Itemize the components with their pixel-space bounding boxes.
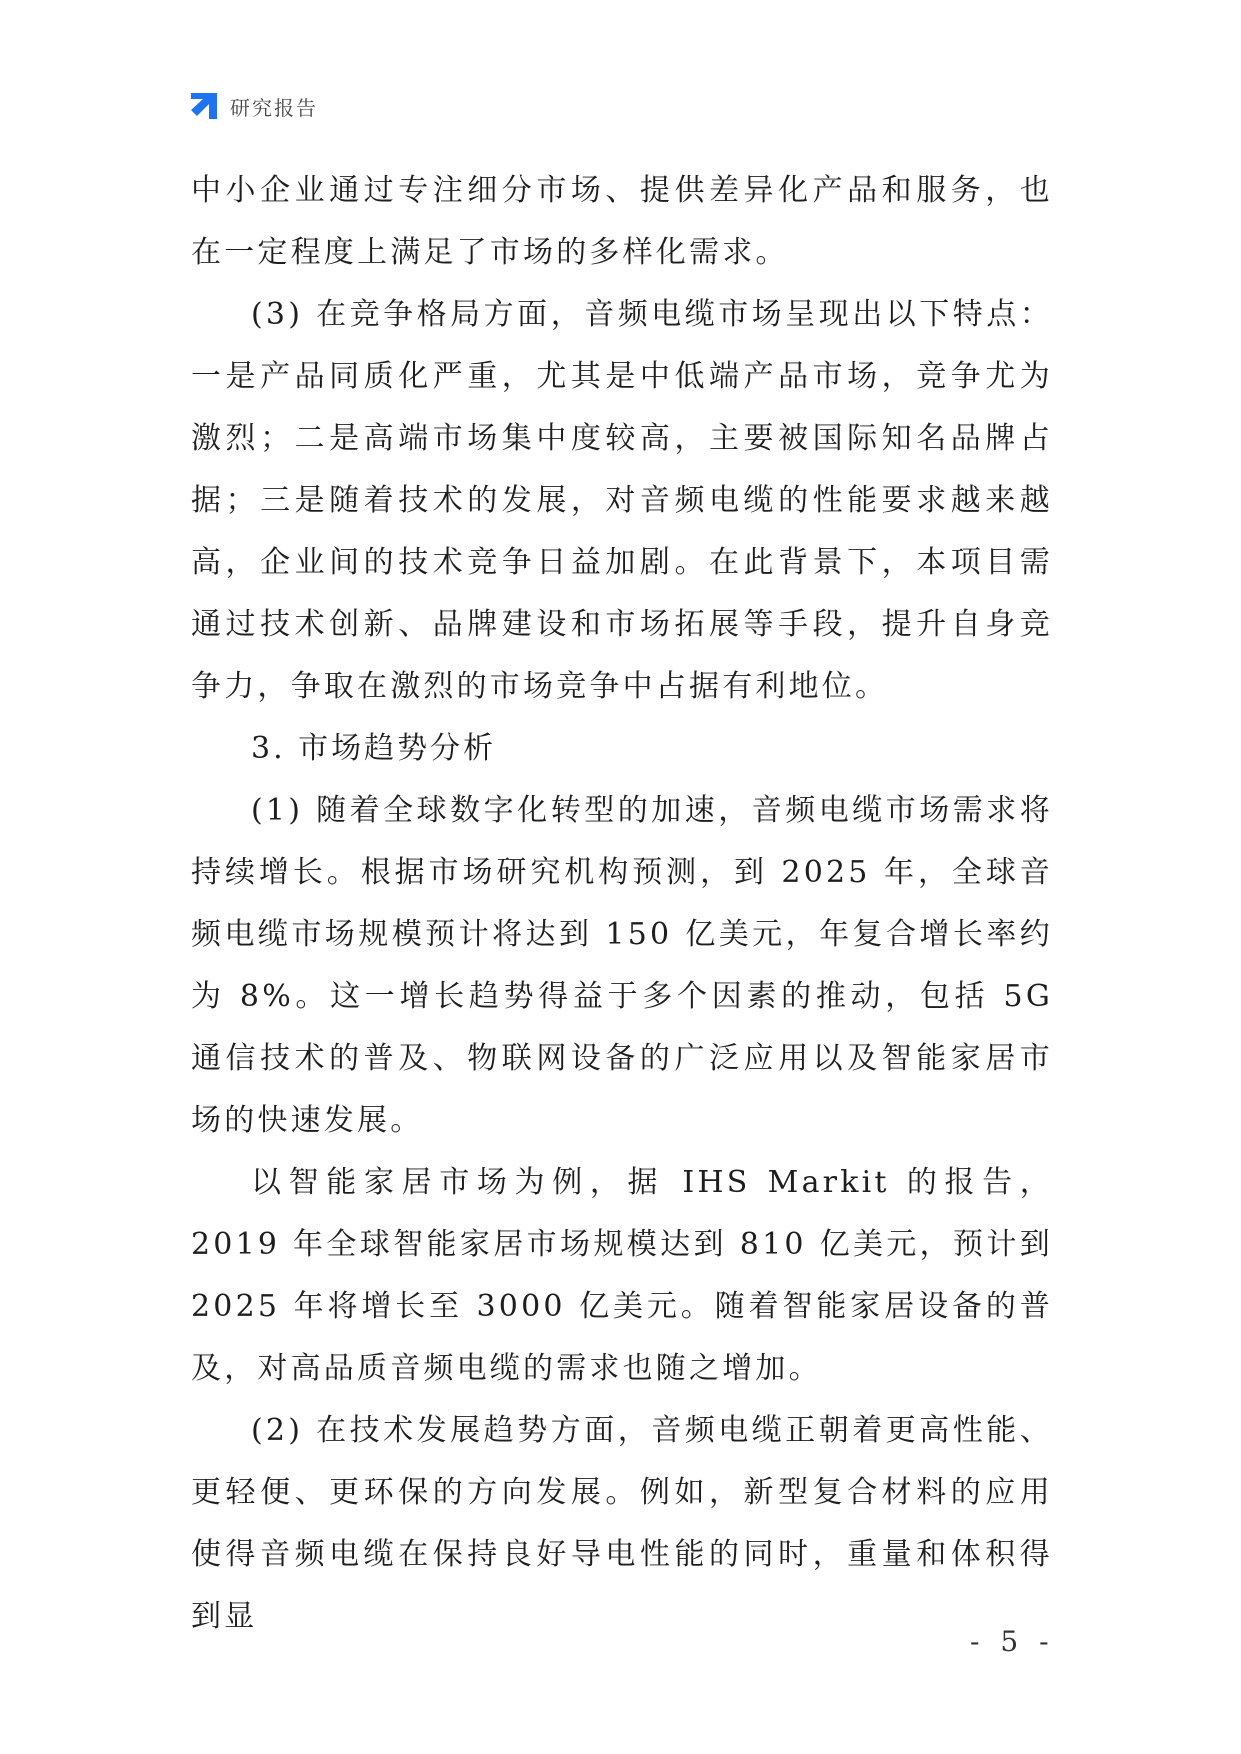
- section-heading-market-trends: 3. 市场趋势分析: [251, 731, 497, 766]
- page-number: - 5 -: [970, 1625, 1055, 1658]
- paragraph-smart-home: 以智能家居市场为例，据 IHS Markit 的报告，2019 年全球智能家居市场规模达到 810 亿美元，预计到 2025 年将增长至 3000 亿美元。随着智能家居设备的普及，对高品质音频电缆的需求也随之增加。: [191, 1165, 1053, 1386]
- paragraph-tech-trends: (2) 在技术发展趋势方面，音频电缆正朝着更高性能、更轻便、更环保的方向发展。例如，新型复合材料的应用使得音频电缆在保持良好导电性能的同时，重量和体积得到显: [191, 1413, 1053, 1634]
- arrow-logo-icon: [188, 90, 220, 122]
- paragraph-market-growth: (1) 随着全球数字化转型的加速，音频电缆市场需求将持续增长。根据市场研究机构预测，到 2025 年，全球音频电缆市场规模预计将达到 150 亿美元，年复合增长率约为 8%。这一增长趋势得益于多个因素的推动，包括 5G 通信技术的普及、物联网设备的广泛应用以及智能家居市场的快速发展。: [191, 793, 1053, 1138]
- page-header: [188, 90, 318, 122]
- paragraph-competition: (3) 在竞争格局方面，音频电缆市场呈现出以下特点：一是产品同质化严重，尤其是中低端产品市场，竞争尤为激烈；二是高端市场集中度较高，主要被国际知名品牌占据；三是随着技术的发展，对音频电缆的性能要求越来越高，企业间的技术竞争日益加剧。在此背景下，本项目需通过技术创新、品牌建设和市场拓展等手段，提升自身竞争力，争取在激烈的市场竞争中占据有利地位。: [191, 297, 1053, 704]
- header-title: 研究报告: [230, 95, 318, 120]
- paragraph-sme: 中小企业通过专注细分市场、提供差异化产品和服务，也在一定程度上满足了市场的多样化需求。: [191, 173, 1053, 270]
- document-body: [191, 160, 1053, 1648]
